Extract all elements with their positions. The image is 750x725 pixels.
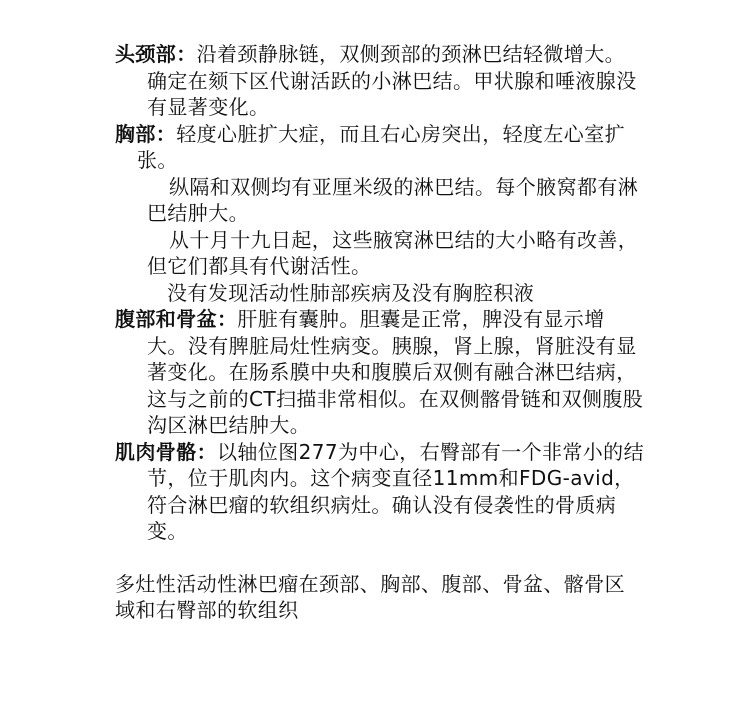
section-abdomen-pelvis [115,306,645,439]
section-head-neck [115,41,645,121]
chest-paragraph-2: 从十月十九日起，这些腋窝淋巴结的大小略有改善，但它们都具有代谢活性。 [147,227,639,278]
chest-paragraph-1: 纵隔和双侧均有亚厘米级的淋巴结。每个腋窝都有淋巴结肿大。 [147,174,639,225]
section-heading-abdomen-pelvis: 腹部和骨盆： [115,307,238,331]
section-musculoskeletal [115,439,645,545]
section-text-abdomen-pelvis: 肝脏有囊肿。胆囊是正常，脾没有显示增大。没有脾脏局灶性病变。胰腺，肾上腺，肾脏没有显著变化。在肠系膜中央和腹膜后双侧有融合淋巴结病，这与之前的CT扫描非常相似。在双侧髂骨链和双侧腹股沟区淋巴结肿大。 [147,307,644,437]
section-heading-chest: 胸部： [115,121,177,146]
section-text-head-neck: 沿着颈静脉链，双侧颈部的颈淋巴结轻微增大。确定在颏下区代谢活跃的小淋巴结。甲状腺和唾液腺没有显著变化。 [147,42,637,119]
chest-paragraph-3: 没有发现活动性肺部疾病及没有胸腔积液 [167,280,535,305]
section-heading-musculoskeletal: 肌肉骨骼： [115,439,217,464]
section-text-musculoskeletal: 以轴位图277为中心，右臀部有一个非常小的结节，位于肌肉内。这个病变直径11mm和FDG-avid，符合淋巴瘤的软组织病灶。确认没有侵袭性的骨质病变。 [147,439,644,543]
section-text-chest: 轻度心脏扩大症，而且右心房突出，轻度左心室扩张。 [137,121,626,172]
report-body [115,41,645,624]
section-chest [115,121,645,174]
summary-text: 多灶性活动性淋巴瘤在颈部、胸部、腹部、骨盆、髂骨区域和右臀部的软组织 [115,571,625,622]
section-heading-head-neck: 头颈部： [115,42,197,66]
